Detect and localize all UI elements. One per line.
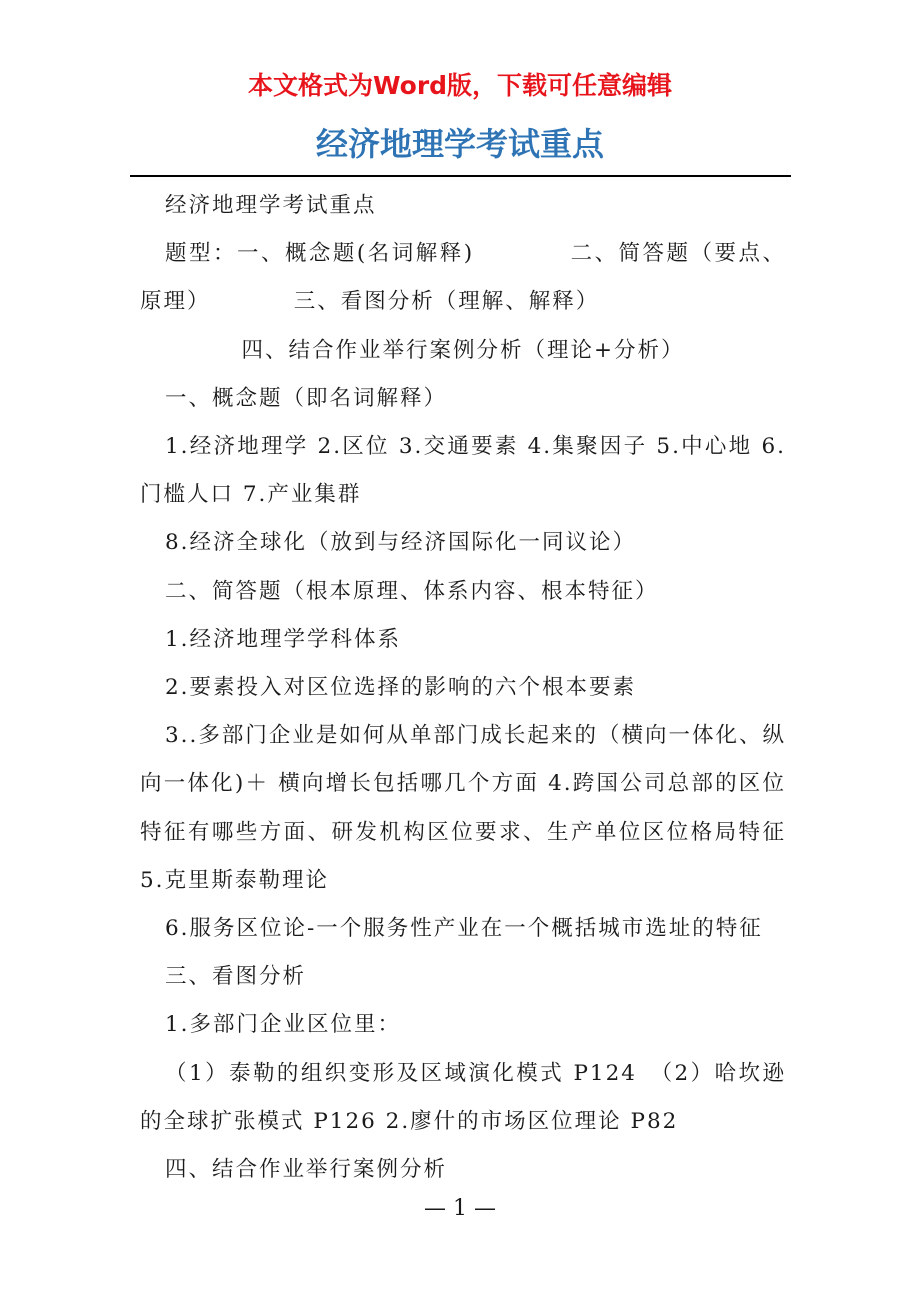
document-title: 经济地理学考试重点 [315, 125, 604, 163]
section-heading-chart-analysis: 三、看图分析 [165, 964, 307, 990]
question-types-paragraph: 题型：一、概念题(名词解释) 二、简答题（要点、原理） 三、看图分析（理解、解释） [140, 241, 786, 315]
chart-analysis-subitems: （1）泰勒的组织变形及区域演化模式 P124 （2）哈坎逊的全球扩张模式 P126 2.廖什的市场区位理论 P82 [140, 1060, 786, 1134]
short-answer-item-6: 6.服务区位论-一个服务性产业在一个概括城市选址的特征 [165, 916, 763, 942]
body-heading: 经济地理学考试重点 [165, 193, 377, 218]
section-heading-case-analysis: 四、结合作业举行案例分析 [165, 1157, 448, 1183]
short-answer-item-1: 1.经济地理学学科体系 [165, 626, 402, 652]
document-body [140, 182, 786, 1194]
section-heading-short-answer: 二、简答题（根本原理、体系内容、根本特征） [165, 578, 659, 604]
section-heading-concepts: 一、概念题（即名词解释） [165, 385, 448, 411]
format-notice-banner: 本文格式为Word版，下载可任意编辑 [247, 71, 673, 100]
question-type-four: 四、结合作业举行案例分析（理论+分析） [241, 337, 685, 363]
title-divider [130, 175, 791, 177]
page-number: — 1 — [424, 1196, 496, 1221]
short-answer-items-3-5: 3..多部门企业是如何从单部门成长起来的（横向一体化、纵向一体化)＋ 横向增长包括哪几个方面 4.跨国公司总部的区位特征有哪些方面、研发机构区位要求、生产单位区位格局特征 5.克里斯泰勒理论 [140, 723, 786, 893]
short-answer-item-2: 2.要素投入对区位选择的影响的六个根本要素 [165, 675, 637, 701]
chart-analysis-item-1: 1.多部门企业区位里： [165, 1012, 402, 1038]
concepts-list: 1.经济地理学 2.区位 3.交通要素 4.集聚因子 5.中心地 6.门槛人口 7.产业集群 [140, 434, 786, 508]
concepts-list-item-8: 8.经济全球化（放到与经济国际化一同议论） [165, 530, 637, 556]
